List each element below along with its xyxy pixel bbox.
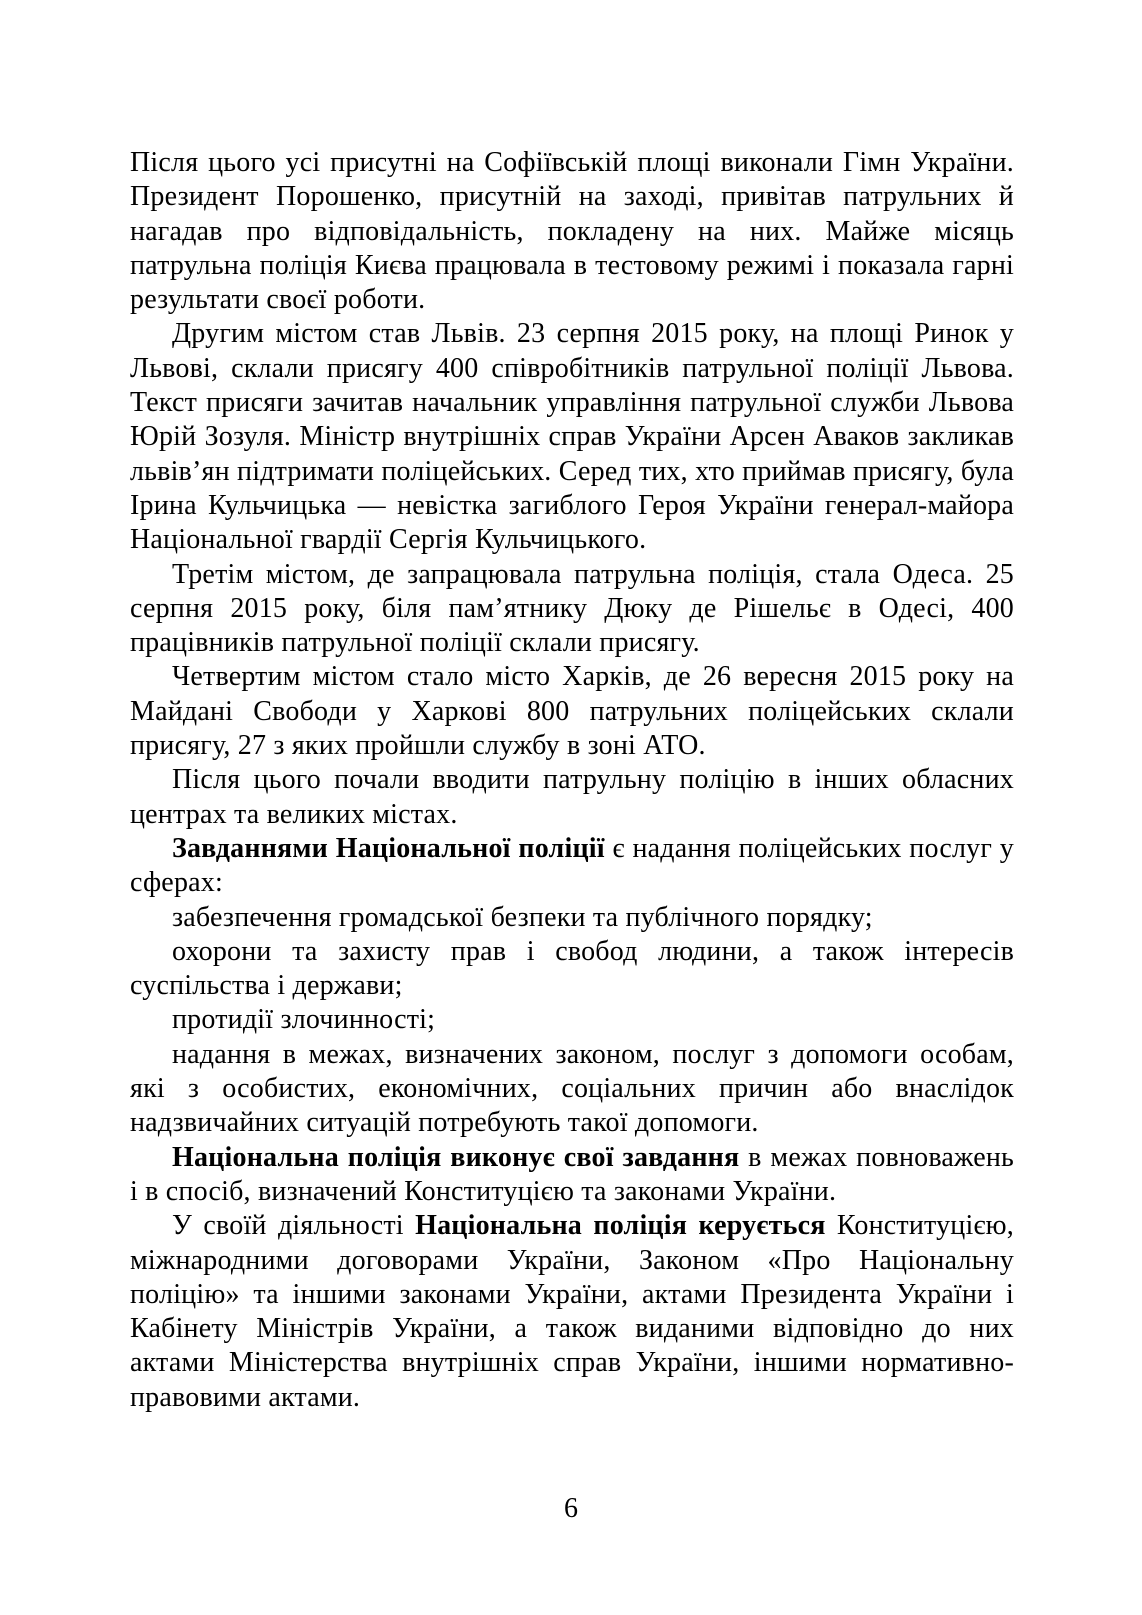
paragraph (130, 935, 1014, 1004)
text-run: Третім містом, де запрацювала патрульна поліція, стала Одеса. 25 серпня 2015 року, біля пам’ятнику Дюку де Рішельє в Одесі, 400 працівників патрульної поліції склали присягу. (130, 558, 1014, 659)
text-run: Другим містом став Львів. 23 серпня 2015 року, на площі Ринок у Львові, склали присягу 400 співробітників патрульної поліції Львова. Текст присяги зачитав начальник управління патрульної служби Львова Юрій Зозуля. Міністр внутрішніх справ України Арсен Аваков закликав львів’ян підтримати поліцейських. Серед тих, хто приймав присягу, була Ірина Кульчицька — невістка загиблого Героя України генерал-майора Національної гвардії Сергія Кульчицького. (130, 318, 1014, 556)
text-run: охорони та захисту прав і свобод людини, а також інтересів суспільства і держави; (130, 935, 1014, 1002)
paragraph (130, 660, 1014, 763)
text-run: забезпечення громадської безпеки та публічного порядку; (172, 901, 873, 933)
paragraph (130, 1003, 1014, 1037)
paragraph (130, 146, 1014, 317)
paragraph (130, 558, 1014, 661)
bold-text-run: Завданнями Національної поліції (172, 832, 605, 864)
paragraph (130, 1038, 1014, 1141)
text-run: протидії злочинності; (172, 1004, 436, 1036)
text-run: Конституцією, міжнародними договорами України, Законом «Про Національну поліцію» та іншими законами України, актами Президента України і Кабінету Міністрів України, а також виданими відповідно до них актами Міністерства внутрішніх справ України, іншими нормативно-правовими актами. (130, 1210, 1014, 1413)
paragraph (130, 832, 1014, 901)
text-run: в межах повноважень і в спосіб, визначений Конституцією та законами України. (130, 1141, 1014, 1207)
paragraph (130, 901, 1014, 935)
text-run: Четвертим містом стало місто Харків, де 26 вересня 2015 року на Майдані Свободи у Харкові 800 патрульних поліцейських склали присягу, 27 з яких пройшли службу в зоні АТО. (130, 661, 1014, 762)
text-run: Після цього почали вводити патрульну поліцію в інших обласних центрах та великих містах. (130, 764, 1014, 830)
document-body (130, 146, 1014, 1415)
paragraph (130, 317, 1014, 557)
text-run: У своїй діяльності (172, 1210, 416, 1242)
text-run: надання в межах, визначених законом, послуг з допомоги особам, які з особистих, економічних, соціальних причин або внаслідок надзвичайних ситуацій потребують такої допомоги. (130, 1038, 1014, 1139)
bold-text-run: Національна поліція керується (415, 1210, 826, 1242)
paragraph (130, 1209, 1014, 1415)
paragraph (130, 1141, 1014, 1210)
bold-text-run: Національна поліція виконує свої завдання (172, 1141, 740, 1173)
page-number: 6 (564, 1493, 578, 1524)
paragraph (130, 763, 1014, 832)
text-run: Після цього усі присутні на Софіївській площі виконали Гімн України. Президент Порошенко, присутній на заході, привітав патрульних й нагадав про відповідальність, покладену на них. Майже місяць патрульна поліція Києва працювала в тестовому режимі і показала гарні результати своєї роботи. (130, 147, 1014, 316)
text-run: є надання поліцейських послуг у сферах: (130, 832, 1014, 899)
